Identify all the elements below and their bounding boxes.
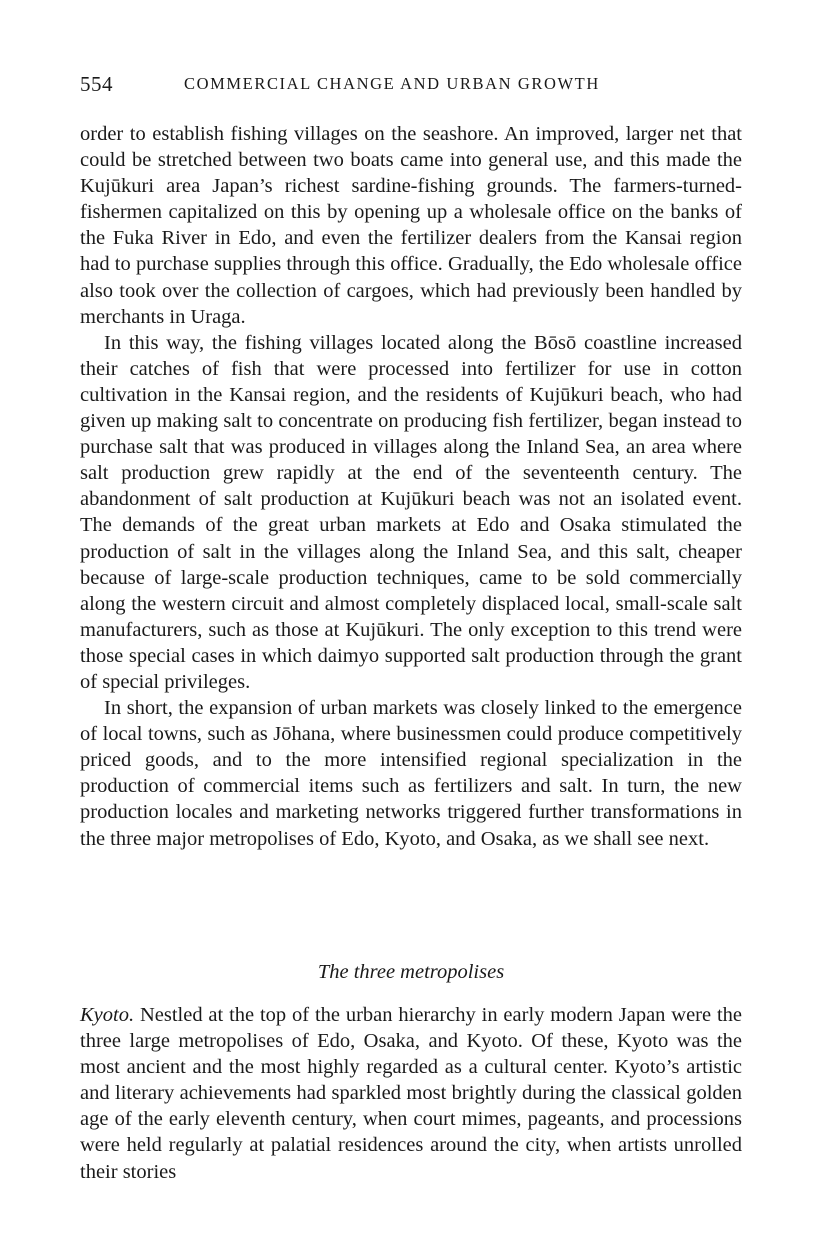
paragraph-continued: order to establish fishing villages on the seashore. An improved, larger net that could be stretched between two boats came into general use, and this made the Kujūkuri area Japan’s richest sardine-fishing grounds. The farmers-turned-fishermen capitalized on this by opening up a wholesale office on the banks of the Fuka River in Edo, and even the fertilizer dealers from the Kansai region had to purchase supplies through this office. Gradually, the Edo wholesale office also took over the collection of cargoes, which had previously been handled by merchants in Uraga. bbox=[80, 123, 742, 328]
section-text bbox=[80, 1002, 742, 1185]
run-in-heading: Kyoto. bbox=[80, 1004, 135, 1026]
body-text bbox=[80, 121, 742, 852]
section-heading: The three metropolises bbox=[317, 961, 505, 983]
page-number: 554 bbox=[80, 72, 113, 96]
paragraph-urban-markets: In short, the expansion of urban markets was closely linked to the emergence of local towns, such as Jōhana, where businessmen could produce competitively priced goods, and to the more intensified regional specialization in the production of commercial items such as fertilizers and salt. In turn, the new production locales and marketing networks triggered further transformations in the three major metropolises of Edo, Kyoto, and Osaka, as we shall see next. bbox=[80, 697, 742, 850]
paragraph-fishing-villages: In this way, the fishing villages located along the Bōsō coastline increased their catches of fish that were processed into fertilizer for use in cotton cultivation in the Kansai region, and the residents of Kujūkuri beach, who had given up making salt to concentrate on producing fish fertilizer, began instead to purchase salt that was produced in villages along the Inland Sea, an area where salt production grew rapidly at the end of the seventeenth century. The abandonment of salt production at Kujūkuri beach was not an isolated event. The demands of the great urban markets at Edo and Osaka stimulated the production of salt in the villages along the Inland Sea, and this salt, cheaper because of large-scale production techniques, came to be sold commercially along the western circuit and almost completely displaced local, small-scale salt manufacturers, such as those at Kujūkuri. The only exception to this trend were those special cases in which daimyo supported salt production through the grant of special privileges. bbox=[80, 331, 742, 693]
running-head bbox=[80, 72, 742, 100]
paragraph-kyoto-text: Nestled at the top of the urban hierarchy in early modern Japan were the three large metropolises of Edo, Osaka, and Kyoto. Of these, Kyoto was the most ancient and the most highly regarded as a cultural center. Kyoto’s artistic and literary achievements had sparkled most brightly during the classical golden age of the early eleventh century, when court mimes, pageants, and processions were held regularly at palatial residences around the city, when artists unrolled their stories bbox=[80, 1004, 742, 1183]
paragraph-kyoto bbox=[80, 1002, 742, 1185]
running-title: COMMERCIAL CHANGE AND URBAN GROWTH bbox=[184, 74, 600, 93]
